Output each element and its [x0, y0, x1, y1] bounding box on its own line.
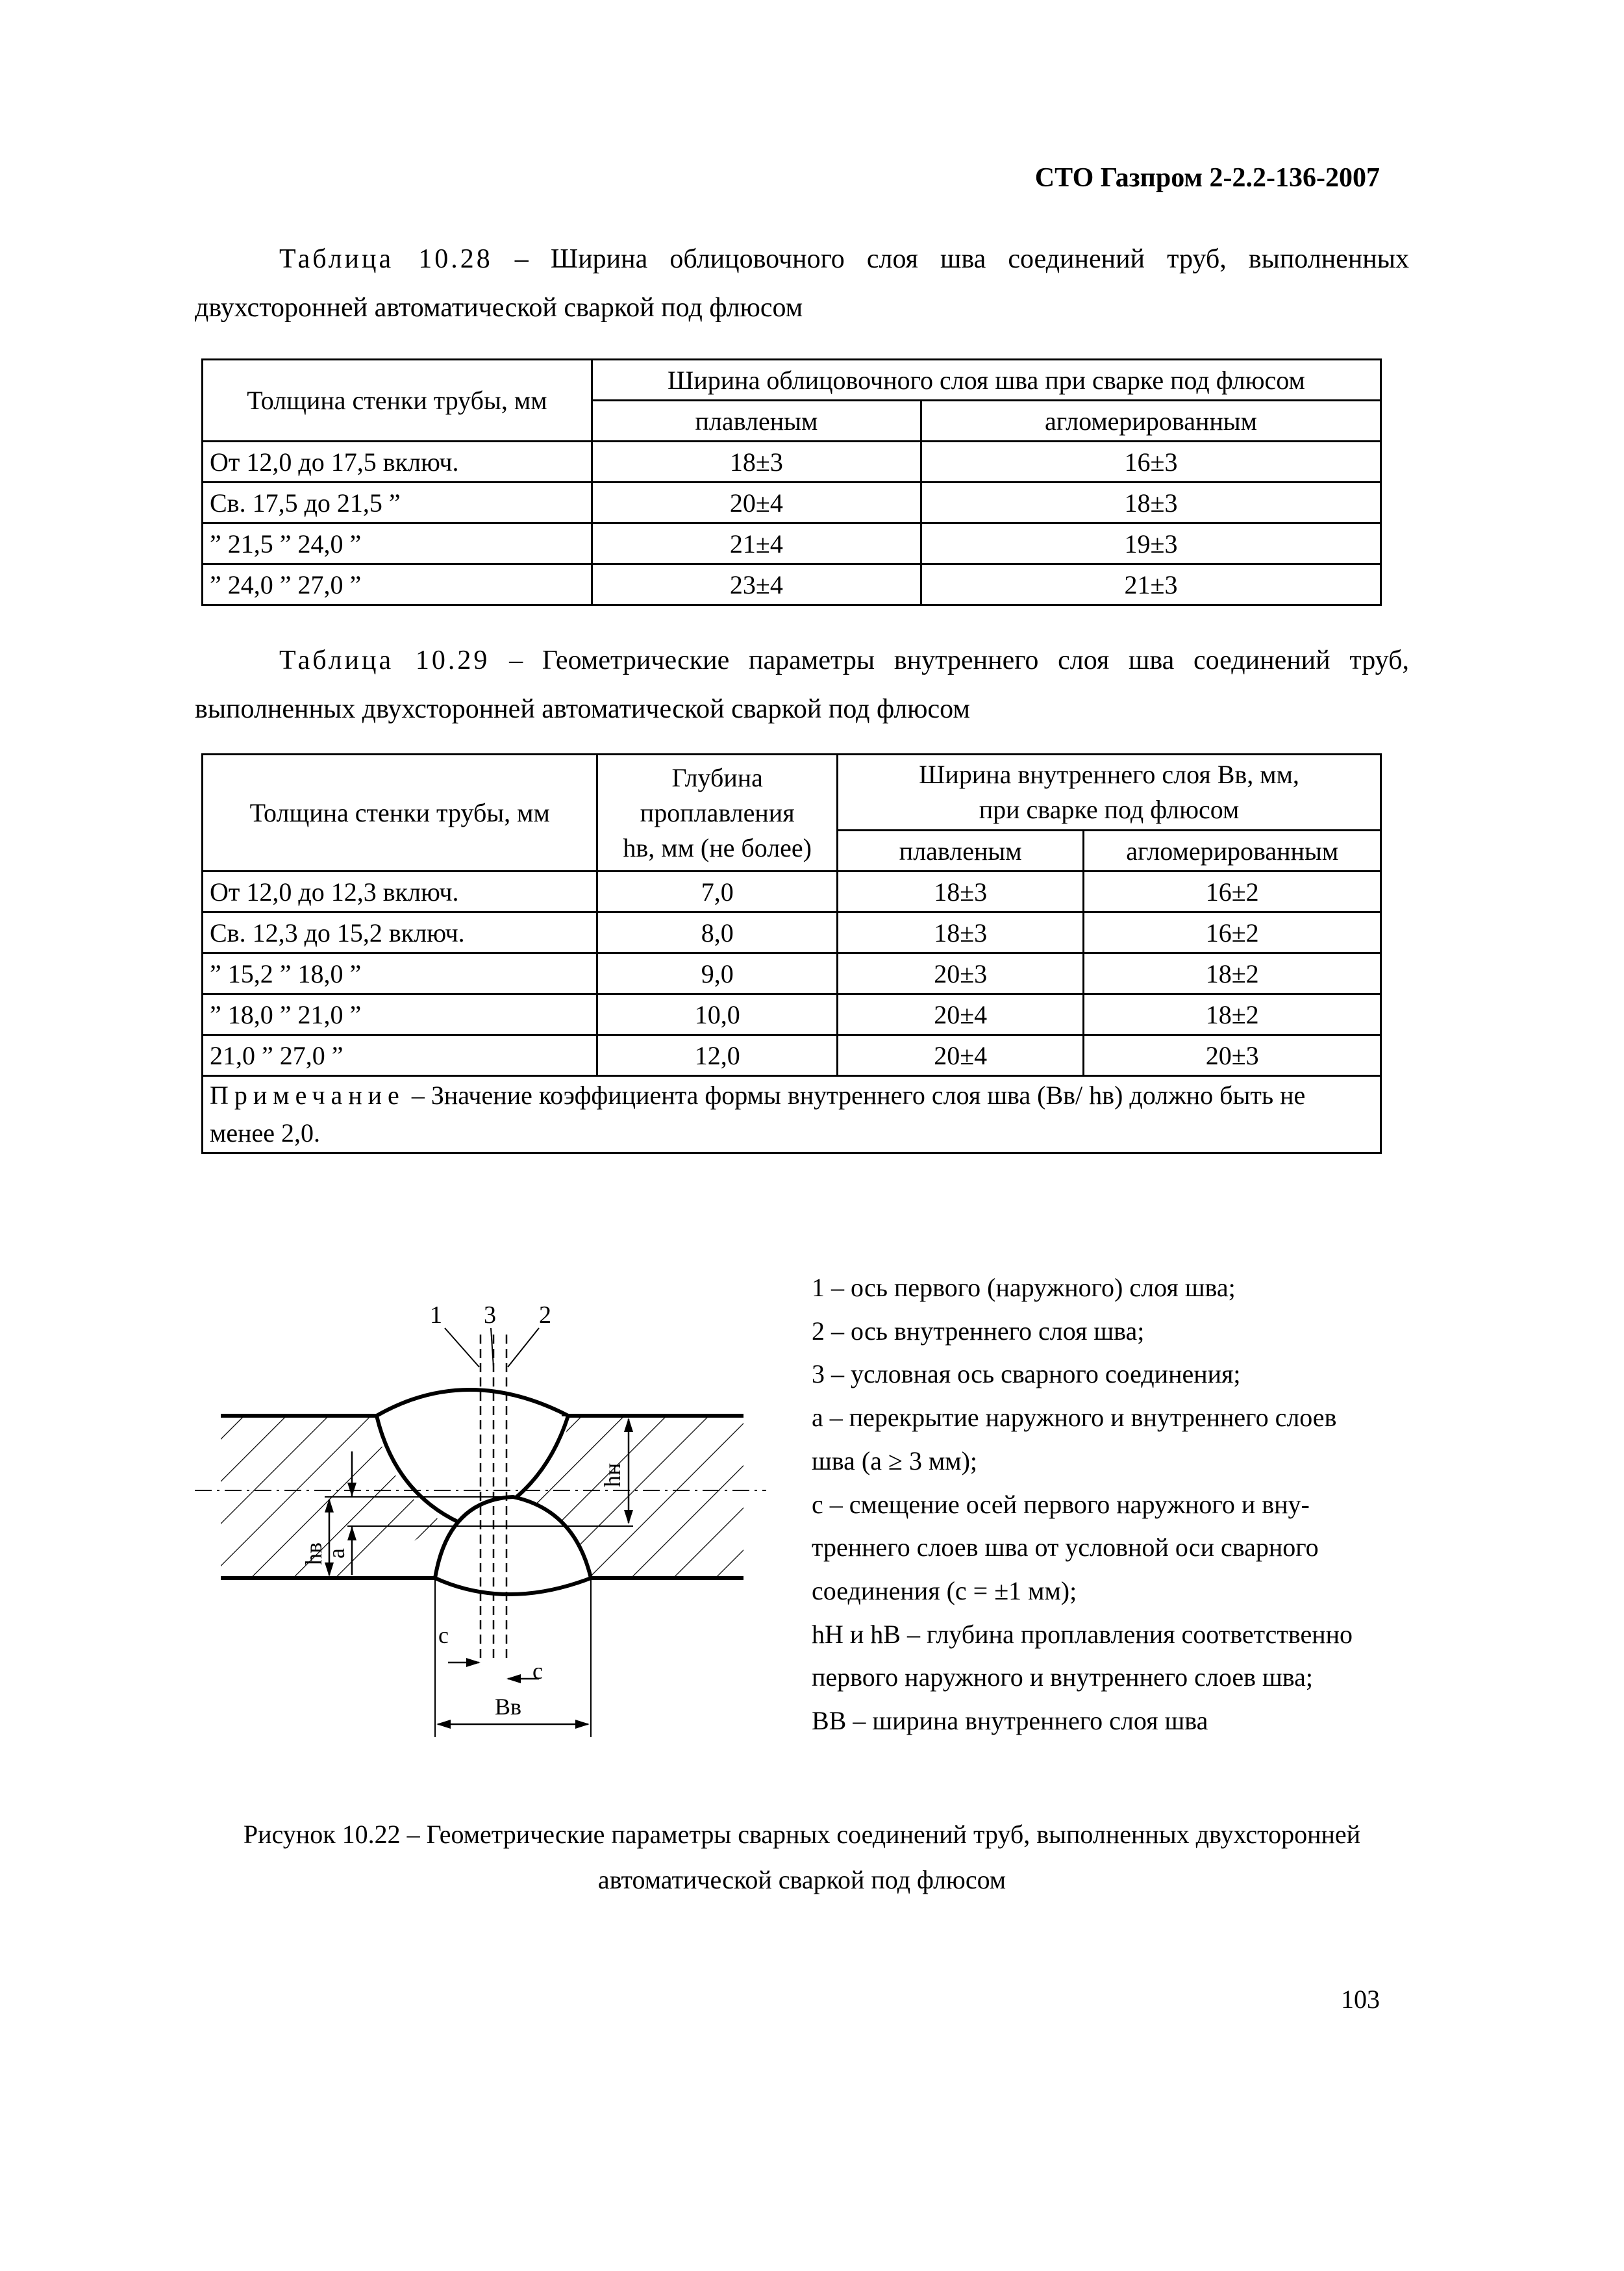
- cell-depth: 9,0: [597, 953, 838, 994]
- legend-item: с – смещение осей первого наружного и вну-: [812, 1489, 1310, 1519]
- label-bv: Bв: [495, 1694, 522, 1720]
- label-2: 2: [539, 1302, 551, 1329]
- cell-thickness: ” 15,2 ” 18,0 ”: [203, 953, 597, 994]
- cell-thickness: ” 24,0 ” 27,0 ”: [203, 564, 592, 605]
- cell-fused: 20±4: [592, 483, 921, 523]
- legend-item: первого наружного и внутреннего слоев шва;: [812, 1662, 1314, 1692]
- cell-fused: 18±3: [838, 872, 1084, 912]
- arrow-right-icon: [466, 1658, 481, 1667]
- cell-fused: 20±4: [838, 994, 1084, 1035]
- leader-3: [491, 1328, 493, 1367]
- leader-2: [508, 1328, 539, 1367]
- cell-thickness: 21,0 ” 27,0 ”: [203, 1035, 597, 1076]
- cell-agglomerated: 18±3: [921, 483, 1380, 523]
- label-1: 1: [430, 1302, 442, 1329]
- table-row: [203, 483, 1381, 523]
- table-row: [203, 953, 1381, 994]
- cell-depth: 7,0: [597, 872, 838, 912]
- table-row: [203, 912, 1381, 953]
- cell-depth: 8,0: [597, 912, 838, 953]
- table-note: [203, 1076, 1381, 1153]
- table-row: [203, 442, 1381, 483]
- col-header-thickness: Толщина стенки трубы, мм: [203, 755, 597, 872]
- label-hv: hв: [301, 1542, 327, 1565]
- cell-thickness: ” 18,0 ” 21,0 ”: [203, 994, 597, 1035]
- figure-legend: [812, 1266, 1409, 1743]
- table-10-28: [201, 358, 1382, 606]
- document-header: СТО Газпром 2-2.2-136-2007: [1034, 163, 1380, 193]
- weld-joint-figure: [188, 1302, 773, 1757]
- col-header-fused: плавленым: [592, 401, 921, 442]
- table-caption-text: – Ширина облицовочного слоя шва соединений труб, выполненных двухсторонней автоматической сваркой под флюсом: [195, 244, 1409, 323]
- col-header-agglomerated: агломерированным: [1084, 831, 1381, 872]
- arrow-left-icon: [506, 1674, 521, 1683]
- note-text: – Значение коэффициента формы внутреннего слоя шва (Bв/ hв) должно быть не менее 2,0.: [210, 1081, 1306, 1148]
- col-header-depth-line-3: hв, мм (не более): [623, 833, 812, 862]
- figure-caption: Рисунок 10.22 – Геометрические параметры сварных соединений труб, выполненных двухсторонней автоматической сваркой под флюсом: [243, 1820, 1361, 1894]
- cell-depth: 12,0: [597, 1035, 838, 1076]
- cell-agglomerated: 16±3: [921, 442, 1380, 483]
- note-label: Примечание: [210, 1081, 405, 1110]
- table-caption-text: – Геометрические параметры внутреннего слоя шва соединений труб, выполненных двухсторонней автоматической сваркой под флюсом: [195, 646, 1409, 724]
- legend-item: hН и hВ – глубина проплавления соответственно: [812, 1619, 1353, 1649]
- label-c-left: c: [438, 1622, 449, 1648]
- col-header-width-line-1: Ширина внутреннего слоя Bв, мм,: [919, 760, 1299, 789]
- cell-agglomerated: 21±3: [921, 564, 1380, 605]
- legend-item: треннего слоев шва от условной оси сварного: [812, 1533, 1319, 1562]
- cell-agglomerated: 18±2: [1084, 953, 1381, 994]
- label-c-right: c: [532, 1658, 543, 1684]
- cell-thickness: Св. 17,5 до 21,5 ”: [203, 483, 592, 523]
- table-10-29: [201, 753, 1382, 1154]
- page-number: 103: [1341, 1985, 1380, 2014]
- cell-agglomerated: 16±2: [1084, 872, 1381, 912]
- col-header-depth-line-1: Глубина: [671, 762, 763, 792]
- label-a: a: [323, 1548, 349, 1559]
- table-row: [203, 564, 1381, 605]
- col-header-agglomerated: агломерированным: [921, 401, 1380, 442]
- cell-agglomerated: 20±3: [1084, 1035, 1381, 1076]
- label-3: 3: [484, 1302, 496, 1329]
- col-header-depth: [597, 755, 838, 872]
- table-caption-10-29: [195, 636, 1409, 734]
- cell-fused: 18±3: [592, 442, 921, 483]
- col-header-width-group: Ширина облицовочного слоя шва при сварке под флюсом: [592, 360, 1380, 401]
- table-caption-label: Таблица 10.28: [279, 244, 493, 274]
- legend-item: 1 – ось первого (наружного) слоя шва;: [812, 1273, 1236, 1302]
- cell-agglomerated: 16±2: [1084, 912, 1381, 953]
- table-note-row: [203, 1076, 1381, 1153]
- cell-thickness: ” 21,5 ” 24,0 ”: [203, 523, 592, 564]
- col-header-width-group: [838, 755, 1381, 831]
- cell-fused: 18±3: [838, 912, 1084, 953]
- legend-item: 2 – ось внутреннего слоя шва;: [812, 1316, 1145, 1346]
- legend-item: шва (а ≥ 3 мм);: [812, 1446, 977, 1475]
- col-header-thickness: Толщина стенки трубы, мм: [203, 360, 592, 442]
- cell-thickness: От 12,0 до 17,5 включ.: [203, 442, 592, 483]
- table-row: [203, 994, 1381, 1035]
- label-hn: hн: [599, 1462, 625, 1487]
- cell-thickness: Св. 12,3 до 15,2 включ.: [203, 912, 597, 953]
- arrow-right-icon: [575, 1720, 590, 1729]
- table-row: [203, 523, 1381, 564]
- legend-item: 3 – условная ось сварного соединения;: [812, 1359, 1241, 1389]
- col-header-width-line-2: при сварке под флюсом: [979, 795, 1240, 824]
- legend-item: соединения (с = ±1 мм);: [812, 1575, 1077, 1605]
- legend-item: а – перекрытие наружного и внутреннего слоев: [812, 1403, 1337, 1433]
- arrow-left-icon: [436, 1720, 451, 1729]
- table-row: [203, 872, 1381, 912]
- cell-fused: 20±3: [838, 953, 1084, 994]
- cell-fused: 23±4: [592, 564, 921, 605]
- cell-agglomerated: 18±2: [1084, 994, 1381, 1035]
- col-header-fused: плавленым: [838, 831, 1084, 872]
- legend-item: BВ – ширина внутреннего слоя шва: [812, 1706, 1208, 1736]
- cell-depth: 10,0: [597, 994, 838, 1035]
- cell-fused: 20±4: [838, 1035, 1084, 1076]
- cell-thickness: От 12,0 до 12,3 включ.: [203, 872, 597, 912]
- col-header-depth-line-2: проплавления: [640, 797, 795, 827]
- cell-fused: 21±4: [592, 523, 921, 564]
- leader-1: [445, 1328, 479, 1367]
- table-caption-label: Таблица 10.29: [279, 646, 490, 675]
- table-caption-10-28: [195, 235, 1409, 332]
- cell-agglomerated: 19±3: [921, 523, 1380, 564]
- table-row: [203, 1035, 1381, 1076]
